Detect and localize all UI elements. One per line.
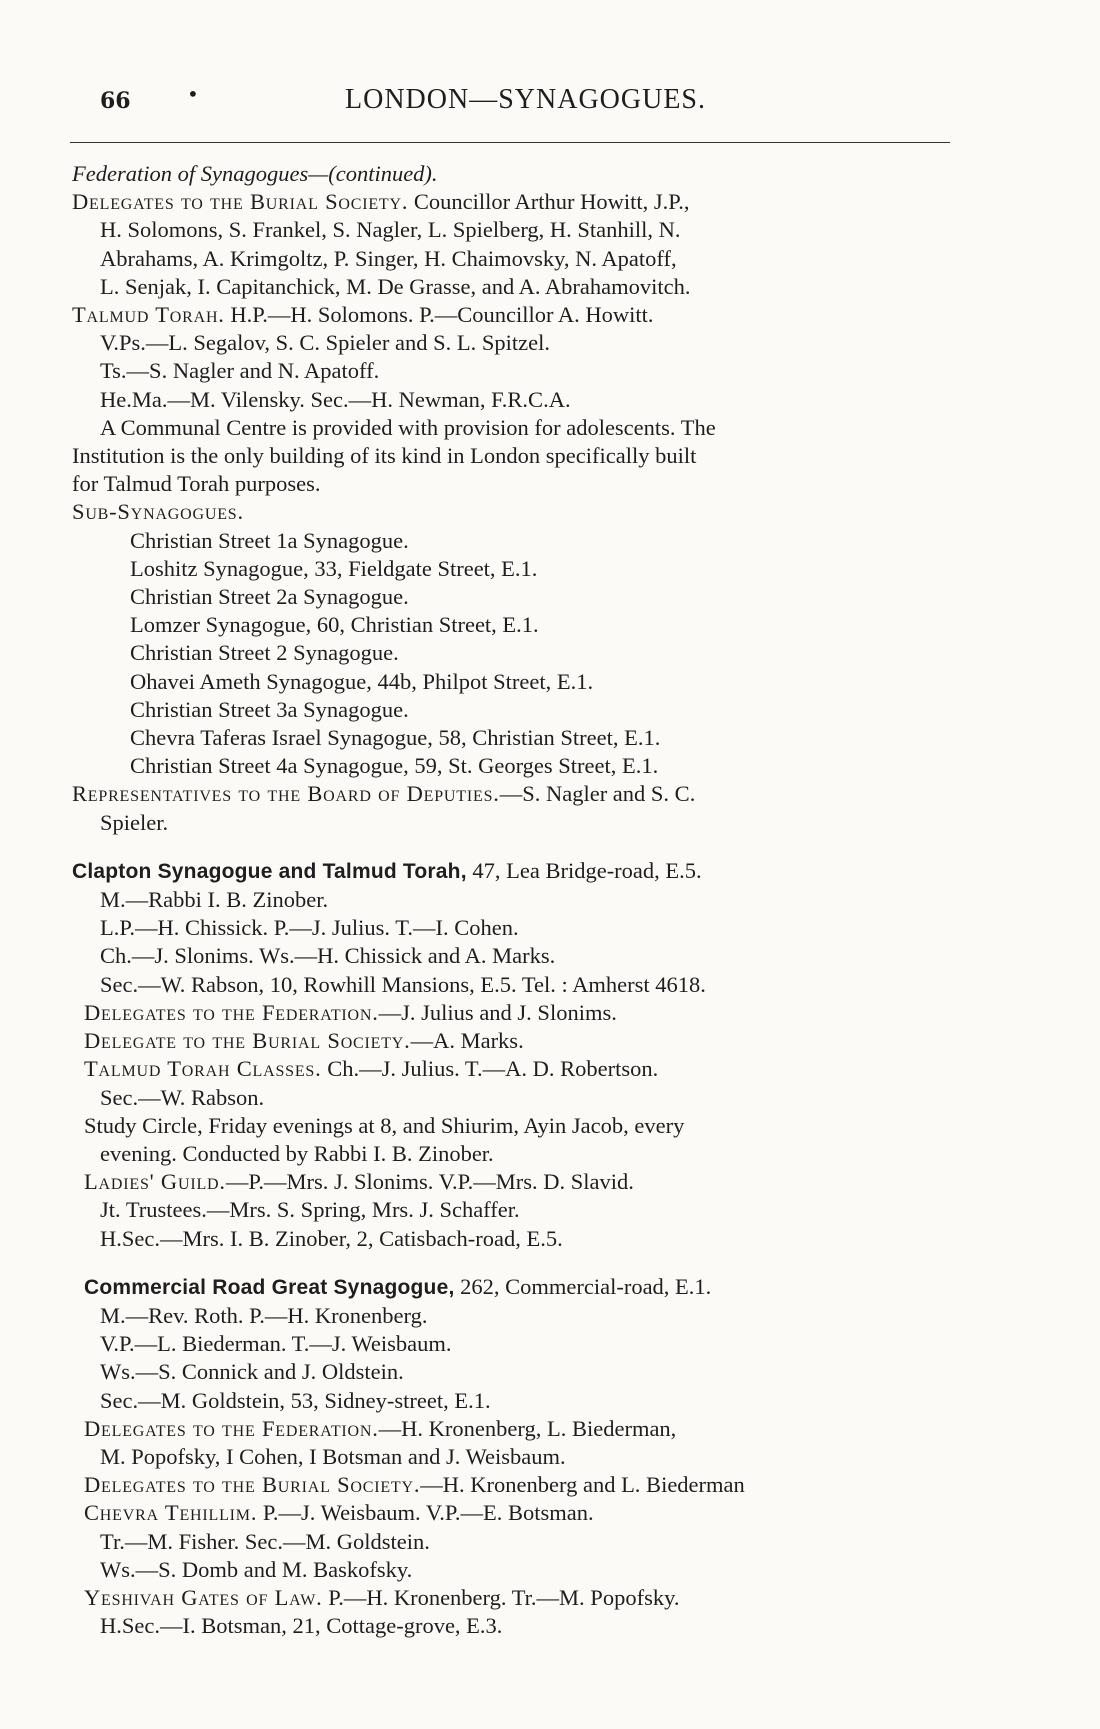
commercial-federation-names: —H. Kronenberg, L. Biederman,: [378, 1415, 677, 1441]
clapton-officer-line: Sec.—W. Rabson, 10, Rowhill Mansions, E.5. Tel. : Amherst 4618.: [100, 971, 706, 997]
commercial-federation-cont: M. Popofsky, I Cohen, I Botsman and J. Weisbaum.: [100, 1443, 566, 1469]
page-number: 66: [100, 88, 131, 114]
commercial-yeshivah-officers: P.—H. Kronenberg. Tr.—M. Popofsky.: [322, 1584, 680, 1610]
clapton-classes-officers: Ch.—J. Julius. T.—A. D. Robertson.: [321, 1056, 659, 1082]
communal-centre-line: A Communal Centre is provided with provision for adolescents. The: [100, 414, 716, 440]
talmud-torah-entry: [72, 301, 1032, 329]
page-header: [70, 80, 970, 120]
representatives-entry: [72, 780, 1032, 808]
federation-heading: Federation of Synagogues—(continued).: [72, 161, 438, 186]
clapton-federation-names: —J. Julius and J. Slonims.: [378, 999, 617, 1025]
talmud-torah-line: He.Ma.—M. Vilensky. Sec.—H. Newman, F.R.C.A.: [100, 386, 571, 412]
commercial-address: 262, Commercial-road, E.1.: [454, 1273, 712, 1299]
commercial-federation-label: Delegates to the Federation.: [84, 1415, 379, 1441]
commercial-yeshivah-label: Yeshivah Gates of Law.: [84, 1584, 323, 1610]
clapton-officer-line: L.P.—H. Chissick. P.—J. Julius. T.—I. Cohen.: [100, 915, 519, 941]
communal-centre-line: for Talmud Torah purposes.: [72, 471, 321, 497]
running-title: LONDON—SYNAGOGUES.: [345, 84, 706, 115]
burial-society-line: H. Solomons, S. Frankel, S. Nagler, L. Spielberg, H. Stanhill, N.: [100, 217, 681, 243]
sub-synagogues-label: Sub-Synagogues.: [72, 499, 244, 525]
clapton-ladies-label: Ladies' Guild.: [84, 1169, 226, 1195]
commercial-officer-line: M.—Rev. Roth. P.—H. Kronenberg.: [100, 1302, 428, 1328]
burial-society-entry: [72, 188, 1032, 216]
commercial-chevra-officers: P.—J. Weisbaum. V.P.—E. Botsman.: [257, 1500, 594, 1526]
clapton-burial-delegate: [72, 1027, 1032, 1055]
clapton-study-line: evening. Conducted by Rabbi I. B. Zinober.: [100, 1140, 494, 1166]
commercial-burial-names: —H. Kronenberg and L. Biederman: [420, 1472, 745, 1498]
talmud-torah-line: V.Ps.—L. Segalov, S. C. Spieler and S. L. Spitzel.: [100, 330, 550, 356]
clapton-burial-names: —A. Marks.: [410, 1028, 524, 1054]
header-dot: •: [187, 82, 199, 106]
clapton-study-line: Study Circle, Friday evenings at 8, and Shiurim, Ayin Jacob, every: [84, 1112, 685, 1138]
sub-synagogue-item: Christian Street 1a Synagogue.: [130, 527, 409, 553]
sub-synagogue-item: Christian Street 2 Synagogue.: [130, 640, 399, 666]
sub-synagogue-item: Ohavei Ameth Synagogue, 44b, Philpot Street, E.1.: [130, 668, 594, 694]
commercial-burial-delegates: [72, 1471, 1032, 1499]
commercial-chevra-line: Ws.—S. Domb and M. Baskofsky.: [100, 1556, 413, 1582]
communal-centre-line: Institution is the only building of its kind in London specifically built: [72, 443, 697, 469]
clapton-federation-label: Delegates to the Federation.: [84, 999, 379, 1025]
sub-synagogue-item: Christian Street 2a Synagogue.: [130, 584, 409, 610]
burial-society-line: Councillor Arthur Howitt, J.P.,: [413, 189, 690, 215]
commercial-officer-line: V.P.—L. Biederman. T.—J. Weisbaum.: [100, 1331, 452, 1357]
sub-synagogue-item: Lomzer Synagogue, 60, Christian Street, E.1.: [130, 612, 539, 638]
clapton-ladies-guild: [72, 1168, 1032, 1196]
commercial-federation-delegates: [72, 1415, 1032, 1443]
sub-synagogue-item: Chevra Taferas Israel Synagogue, 58, Christian Street, E.1.: [130, 725, 661, 751]
header-rule: [70, 142, 950, 143]
representatives-label: Representatives to the Board of Deputies.: [72, 781, 500, 807]
clapton-heading: [72, 857, 1032, 886]
clapton-federation-delegates: [72, 999, 1032, 1027]
commercial-heading: [72, 1273, 1032, 1302]
clapton-burial-label: Delegate to the Burial Society.: [84, 1028, 411, 1054]
commercial-yeshivah-sec: H.Sec.—I. Botsman, 21, Cottage-grove, E.3.: [100, 1613, 503, 1639]
burial-society-line: Abrahams, A. Krimgoltz, P. Singer, H. Chaimovsky, N. Apatoff,: [100, 245, 677, 271]
clapton-address: 47, Lea Bridge-road, E.5.: [466, 857, 702, 883]
commercial-chevra-line: Tr.—M. Fisher. Sec.—M. Goldstein.: [100, 1528, 430, 1554]
section-gap: [72, 837, 1032, 857]
clapton-classes: [72, 1055, 1032, 1083]
commercial-yeshivah: [72, 1584, 1032, 1612]
talmud-torah-label: Talmud Torah.: [72, 302, 225, 328]
commercial-officer-line: Ws.—S. Connick and J. Oldstein.: [100, 1359, 404, 1385]
talmud-torah-officers: H.P.—H. Solomons. P.—Councillor A. Howitt.: [230, 302, 654, 328]
clapton-officer-line: Ch.—J. Slonims. Ws.—H. Chissick and A. Marks.: [100, 943, 556, 969]
sub-synagogue-item: Loshitz Synagogue, 33, Fieldgate Street, E.1.: [130, 555, 538, 581]
commercial-burial-label: Delegates to the Burial Society.: [84, 1472, 421, 1498]
commercial-chevra: [72, 1499, 1032, 1527]
clapton-ladies-officers: —P.—Mrs. J. Slonims. V.P.—Mrs. D. Slavid.: [225, 1169, 634, 1195]
page-content: [72, 160, 1032, 1640]
representatives-names: —S. Nagler and S. C.: [499, 781, 696, 807]
commercial-chevra-label: Chevra Tehillim.: [84, 1500, 258, 1526]
clapton-classes-label: Talmud Torah Classes.: [84, 1056, 322, 1082]
commercial-name: Commercial Road Great Synagogue,: [84, 1275, 455, 1299]
clapton-ladies-line: H.Sec.—Mrs. I. B. Zinober, 2, Catisbach-road, E.5.: [100, 1225, 563, 1251]
burial-society-line: L. Senjak, I. Capitanchick, M. De Grasse, and A. Abrahamovitch.: [100, 273, 691, 299]
representatives-cont: Spieler.: [100, 809, 169, 835]
section-gap: [72, 1253, 1032, 1273]
talmud-torah-line: Ts.—S. Nagler and N. Apatoff.: [100, 358, 380, 384]
commercial-officer-line: Sec.—M. Goldstein, 53, Sidney-street, E.1.: [100, 1387, 491, 1413]
clapton-name: Clapton Synagogue and Talmud Torah,: [72, 859, 467, 883]
clapton-classes-sec: Sec.—W. Rabson.: [100, 1084, 265, 1110]
clapton-ladies-line: Jt. Trustees.—Mrs. S. Spring, Mrs. J. Schaffer.: [100, 1197, 520, 1223]
sub-synagogue-item: Christian Street 4a Synagogue, 59, St. Georges Street, E.1.: [130, 753, 659, 779]
sub-synagogue-item: Christian Street 3a Synagogue.: [130, 696, 409, 722]
burial-society-label: Delegates to the Burial Society.: [72, 189, 409, 215]
clapton-officer-line: M.—Rabbi I. B. Zinober.: [100, 887, 329, 913]
